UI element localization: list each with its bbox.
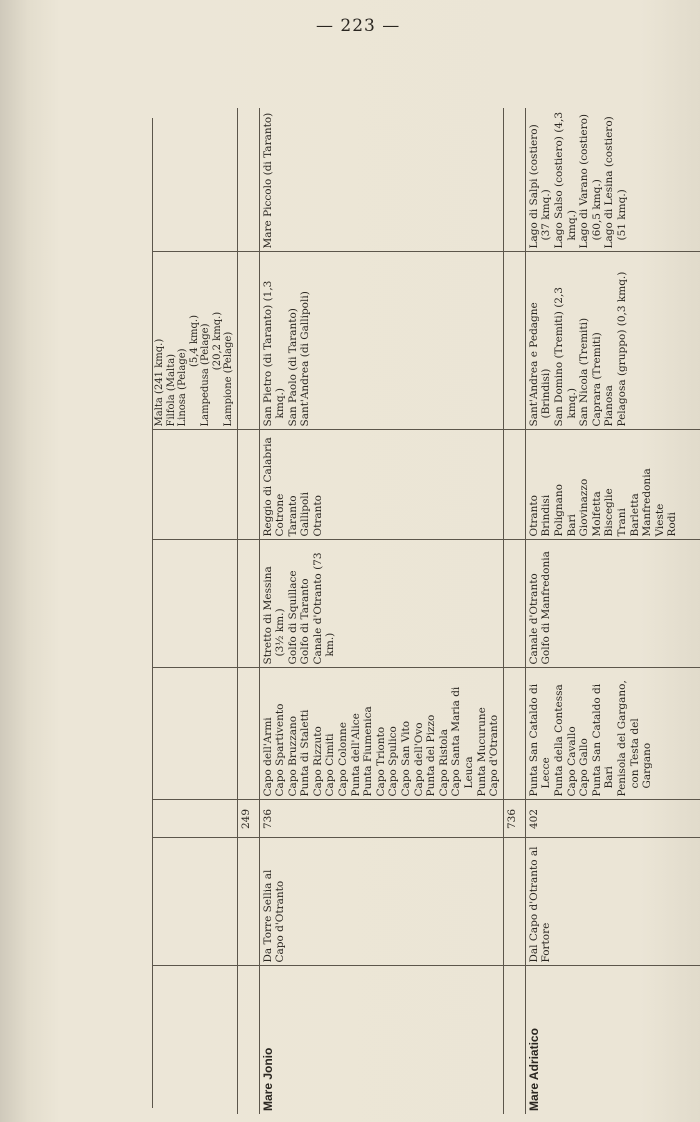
gulfs-cell [259, 540, 503, 668]
capes-cell [525, 668, 700, 800]
tratto-cell: Dal Capo d'Otranto al Fortore [525, 838, 700, 966]
km-cell: 736 [259, 800, 503, 838]
islands-cell [525, 252, 700, 430]
list-item: Stretto di Messina (3½ km.) [261, 566, 287, 665]
tratto-cell: Da Torre Sellia al Capo d'Otranto [259, 838, 503, 966]
list-item: Punta del Pizzo [425, 714, 438, 797]
list-item: Lago di Varano (costiero) (60,5 kmq.) [578, 113, 603, 249]
table-row [237, 108, 259, 1114]
region-label: Mare Adriatico [525, 966, 700, 1114]
islands-cell [152, 252, 237, 430]
list-item: (5,4 kmq.) [188, 315, 200, 368]
list-item: Punta di Staletti [299, 709, 312, 797]
subtotal-cell: 736 [503, 800, 525, 838]
list-item: Capo Cavallo [565, 726, 578, 797]
list-item: Bisceglie [603, 488, 616, 537]
list-item: Punta della Contessa [552, 684, 565, 797]
list-item: Lago di Lesina (costiero) (51 kmq.) [603, 116, 628, 249]
lagoons-cell [525, 108, 700, 252]
list-item: Manfredonia [641, 468, 654, 537]
list-item: Filfola (Malta) [165, 353, 177, 427]
list-item: Capo Bruzzano [286, 715, 299, 797]
list-item: Barletta [628, 493, 641, 537]
list-item: Trani [615, 508, 628, 537]
list-item: Punta Mucurune [475, 707, 488, 797]
page-number: — 223 — [316, 16, 401, 36]
list-item: Golfo di Squillace [286, 570, 299, 665]
list-item: Capo Cimiti [324, 733, 337, 797]
list-item: Capo Ristola [437, 729, 450, 797]
km-cell: 402 [525, 800, 700, 838]
capes-cell [259, 668, 503, 800]
list-item: Malta (241 kmq.) [154, 338, 165, 427]
list-item: Punta dell'Alice [349, 713, 362, 797]
list-item: Capo Santa Maria di Leuca [450, 686, 475, 797]
coast-table [152, 108, 700, 1114]
list-item: (20,2 kmq.) [211, 311, 223, 371]
list-item: Capo San Vito [400, 720, 413, 797]
table-row [503, 108, 525, 1114]
list-item: Canale d'Otranto [527, 573, 540, 665]
list-item: Lampione (Pelage) [223, 331, 234, 427]
list-item: Pelagosa (gruppo) (0,3 kmq.) [615, 271, 628, 427]
list-item: Lampedusa (Pelage) [200, 323, 211, 427]
list-item: Lago di Salpi (costiero) (37 kmq.) [527, 124, 553, 249]
list-item: Capo Colonne [337, 722, 350, 797]
table-row [259, 108, 503, 1114]
list-item: Reggio di Calabria [261, 437, 274, 537]
list-item: Sant'Andrea (di Gallipoli) [299, 291, 312, 427]
list-item: Molfetta [590, 491, 603, 537]
list-item: Otranto [527, 495, 540, 537]
list-item: Brindisi [540, 494, 553, 537]
subtotal-cell: 249 [237, 800, 259, 838]
list-item: Vieste [653, 503, 666, 537]
list-item: Giovinazzo [578, 478, 591, 537]
list-item: Capo Trionto [374, 726, 387, 797]
list-item: Sant'Andrea e Pedagne (Brindisi) [527, 302, 553, 427]
list-item: Cotrone [274, 493, 287, 537]
table-row [525, 108, 700, 1114]
list-item: Punta San Cataldo di Bari [590, 683, 616, 797]
list-item: San Nicola (Tremiti) [578, 317, 591, 427]
region-label: Mare Jonio [259, 966, 503, 1114]
list-item: Canale d'Otranto (73 km.) [311, 552, 337, 665]
list-item: Polignano [552, 483, 565, 537]
list-item: Otranto [311, 495, 324, 537]
list-item: San Domino (Tremiti) (2,3 kmq.) [552, 287, 578, 427]
list-item: Capo dell'Ovo [412, 722, 425, 797]
gulfs-cell [525, 540, 700, 668]
list-item: Mare Piccolo (di Taranto) [261, 112, 274, 249]
list-item: Lago Salso (costiero) (4,3 kmq.) [552, 111, 578, 249]
ports-cell [259, 430, 503, 540]
ports-cell [525, 430, 700, 540]
list-item: Bari [565, 514, 578, 537]
lagoons-cell [259, 108, 503, 252]
list-item: San Paolo (di Taranto) [286, 308, 299, 427]
list-item: Taranto [286, 495, 299, 537]
list-item: Rodi [666, 512, 679, 537]
list-item: Capo Spulico [387, 726, 400, 797]
list-item: Capo dell'Armi [261, 717, 274, 797]
list-item: Caprara (Tremiti) [590, 332, 603, 427]
list-item: San Pietro (di Taranto) (1,3 kmq.) [261, 280, 287, 427]
islands-cell [259, 252, 503, 430]
list-item: Gallipoli [299, 492, 312, 537]
list-item: Golfo di Taranto [299, 578, 312, 665]
list-item: Linosa (Pelage) [177, 348, 188, 427]
list-item: Capo d'Otranto [488, 714, 501, 797]
list-item: Capo Spartivento [274, 703, 287, 797]
list-item: Golfo di Manfredonia [540, 551, 553, 665]
rotated-table-container [152, 108, 682, 1114]
list-item: Penisola del Gargano, con Testa del Gargano [615, 680, 654, 797]
table-row [152, 108, 237, 1114]
list-item: Pianosa [603, 385, 616, 427]
list-item: Punta San Cataldo di Lecce [527, 683, 553, 797]
list-item: Punta Fiumenica [362, 706, 375, 797]
table-left-border [152, 118, 153, 1108]
list-item: Capo Gallo [578, 738, 591, 797]
list-item: Capo Rizzuto [311, 726, 324, 797]
